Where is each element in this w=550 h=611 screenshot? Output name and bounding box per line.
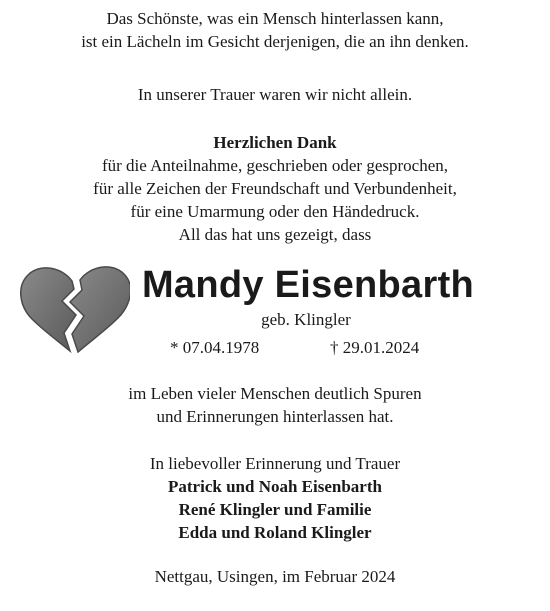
- thanks-line-3: für eine Umarmung oder den Händedruck.: [130, 202, 420, 221]
- legacy-line-2: und Erinnerungen hinterlassen hat.: [156, 407, 394, 426]
- birth-date: * 07.04.1978: [170, 338, 260, 357]
- thanks-heading: Herzlichen Dank: [213, 133, 337, 152]
- place-date: Nettgau, Usingen, im Februar 2024: [154, 567, 396, 586]
- mourner-family-2: René Klingler und Familie: [178, 500, 372, 519]
- thanks-line-2: für alle Zeichen der Freundschaft und Verbundenheit,: [93, 179, 457, 198]
- quote-line-1: Das Schönste, was ein Mensch hinterlassen kann,: [106, 9, 444, 28]
- mourner-family-1: Patrick und Noah Eisenbarth: [168, 477, 382, 496]
- death-date: † 29.01.2024: [330, 338, 420, 357]
- mourners-intro: In liebevoller Erinnerung und Trauer: [149, 454, 401, 473]
- quote-line-2: ist ein Lächeln im Gesicht derjenigen, die an ihn denken.: [81, 32, 469, 51]
- maiden-name: geb. Klingler: [261, 310, 351, 329]
- mourner-family-3: Edda und Roland Klingler: [178, 523, 372, 542]
- deceased-name: Mandy Eisenbarth: [141, 264, 475, 306]
- thanks-line-1: für die Anteilnahme, geschrieben oder gesprochen,: [101, 156, 448, 175]
- thanks-line-4: All das hat uns gezeigt, dass: [178, 225, 372, 244]
- legacy-line-1: im Leben vieler Menschen deutlich Spuren: [128, 384, 422, 403]
- not-alone-text: In unserer Trauer waren wir nicht allein.: [137, 85, 413, 104]
